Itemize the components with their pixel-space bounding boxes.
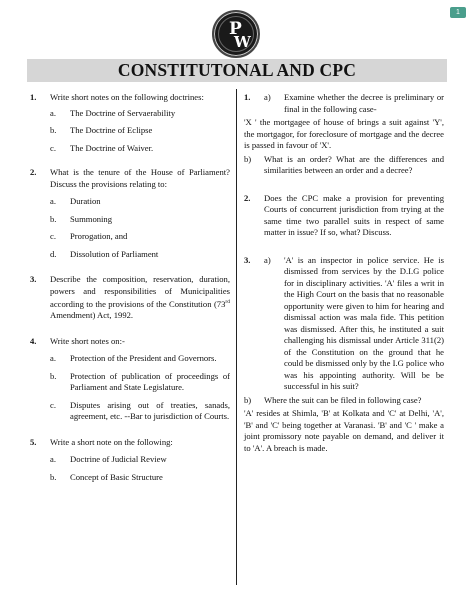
page-title: CONSTITUTONAL AND CPC — [117, 60, 357, 80]
question-number: 5. — [30, 436, 37, 447]
item-text: Dissolution of Parliament — [70, 248, 159, 259]
title-bar — [27, 59, 447, 82]
question-right-3 — [244, 255, 444, 407]
question-number: 1. — [30, 92, 37, 102]
question-number: 3. — [244, 254, 251, 265]
left-column — [30, 92, 230, 483]
sub-label: a) — [264, 92, 271, 102]
item-text: Summoning — [70, 213, 113, 224]
item-label: c. — [50, 399, 56, 410]
question-number: 1. — [244, 92, 251, 102]
question-text: Write short notes on:- — [50, 335, 125, 346]
question-text-part: Describe the composition, reservation, duration, powers and responsibilities of Municipalities according to the provisions of the Constitution (73 — [50, 274, 230, 309]
sub-question-b-row — [244, 154, 444, 177]
question-text-part: Amendment) Act, 1992. — [50, 310, 134, 321]
item-text: The Doctrine of Eclipse — [70, 125, 153, 135]
sub-question-a — [264, 92, 444, 115]
question-text: Write a short note on the following: — [50, 436, 173, 447]
item-text: Doctrine of Judicial Review — [70, 454, 167, 465]
list-item — [50, 214, 230, 226]
right-column — [244, 92, 444, 454]
superscript: rd — [225, 299, 230, 305]
item-label: a. — [50, 196, 56, 206]
sub-label: b) — [244, 153, 252, 164]
logo-letter-p: P — [229, 19, 242, 39]
list-item — [50, 353, 230, 365]
question-text: Write short notes on the following doctrines: — [50, 92, 204, 102]
column-divider — [236, 89, 237, 585]
question-number: 4. — [30, 335, 37, 346]
question-number: 3. — [30, 274, 37, 284]
logo-letter-w: W — [234, 33, 251, 51]
item-label: c. — [50, 231, 56, 241]
item-label: b. — [50, 213, 57, 224]
question-left-1 — [30, 92, 230, 154]
item-text: Protection of publication of proceedings of Parliament and State Legislature. — [70, 370, 230, 393]
list-item — [50, 108, 230, 120]
question-left-5 — [30, 437, 230, 484]
question-number: 2. — [30, 167, 37, 177]
item-label: b. — [50, 370, 57, 381]
list-item — [50, 231, 230, 243]
sub-question-b — [244, 395, 444, 407]
question-right-1 — [244, 92, 444, 115]
case-facts: 'X ' the mortgagee of house of brings a suit against 'Y', the mortgagor, for foreclosure of mortgage and the decree is passed in favour of 'X'. — [244, 117, 444, 150]
item-label: a. — [50, 107, 56, 118]
list-item — [50, 454, 230, 466]
list-item — [50, 249, 230, 261]
question-left-3 — [30, 274, 230, 322]
question-text: Does the CPC make a provision for preventing Courts of concurrent jurisdiction from trying at the same time two parallel suits in respect of same matter in issue? If so, what? Discuss. — [264, 192, 444, 237]
list-item — [50, 143, 230, 155]
question-left-2 — [30, 167, 230, 260]
item-label: d. — [50, 248, 57, 259]
question-right-2 — [244, 193, 444, 239]
list-item — [50, 472, 230, 484]
item-label: b. — [50, 125, 57, 135]
item-label: c. — [50, 142, 56, 153]
question-number: 2. — [244, 192, 251, 203]
sub-text: Examine whether the decree is preliminary or final in the following case- — [284, 92, 444, 114]
sub-question-a — [264, 255, 444, 393]
page-number-badge: 1 — [450, 7, 466, 18]
question-text: What is the tenure of the House of Parliament? Discuss the provisions relating to: — [50, 167, 230, 189]
item-label: a. — [50, 353, 56, 364]
case-facts: 'A' resides at Shimla, 'B' at Kolkata and 'C' at Delhi, 'A', 'B' and 'C' being together at Varanasi. 'B' and 'C ' make a joint promissory note payable on demand, and deliver it to 'A'. A breach is made. — [244, 408, 444, 453]
sub-text: Where the suit can be filed in following case? — [264, 394, 422, 405]
sub-label: a) — [264, 254, 271, 265]
list-item — [50, 125, 230, 137]
question-text — [50, 274, 230, 322]
sub-text: 'A' is an inspector in police service. He is dismissed from services by the D.I.G police for in disciplinary activities. 'A' files a writ in the High Court on the basis that no reasonable opportunity were given to him for hearing and dismissal action was mala fide. This petition was dismissed. After this, he instituted a suit challenging his dismissal under Article 311(2) of the Constitution on the ground that he could be dismissed only by the I.G police who was his appointing authority. Will be be successful in his suit? — [284, 254, 444, 391]
item-text: The Doctrine of Waiver. — [70, 142, 154, 153]
sub-label: b) — [244, 394, 252, 405]
list-item — [50, 400, 230, 423]
item-text: Concept of Basic Structure — [70, 471, 163, 482]
item-label: b. — [50, 471, 57, 482]
sub-question-b — [244, 154, 444, 177]
item-text: Protection of the President and Governors. — [70, 353, 217, 364]
item-text: Prorogation, and — [70, 231, 128, 241]
list-item — [50, 196, 230, 208]
item-text: The Doctrine of Servaerability — [70, 107, 176, 118]
pw-logo — [212, 10, 260, 58]
list-item — [50, 371, 230, 394]
item-text: Disputes arising out of treaties, sanads, agreement, etc. --Bar to jurisdiction of Courts. — [70, 399, 230, 422]
sub-text: What is an order? What are the differences and similarities between an order and a decree? — [264, 153, 444, 175]
item-text: Duration — [70, 196, 101, 206]
item-label: a. — [50, 454, 56, 465]
question-left-4 — [30, 336, 230, 423]
